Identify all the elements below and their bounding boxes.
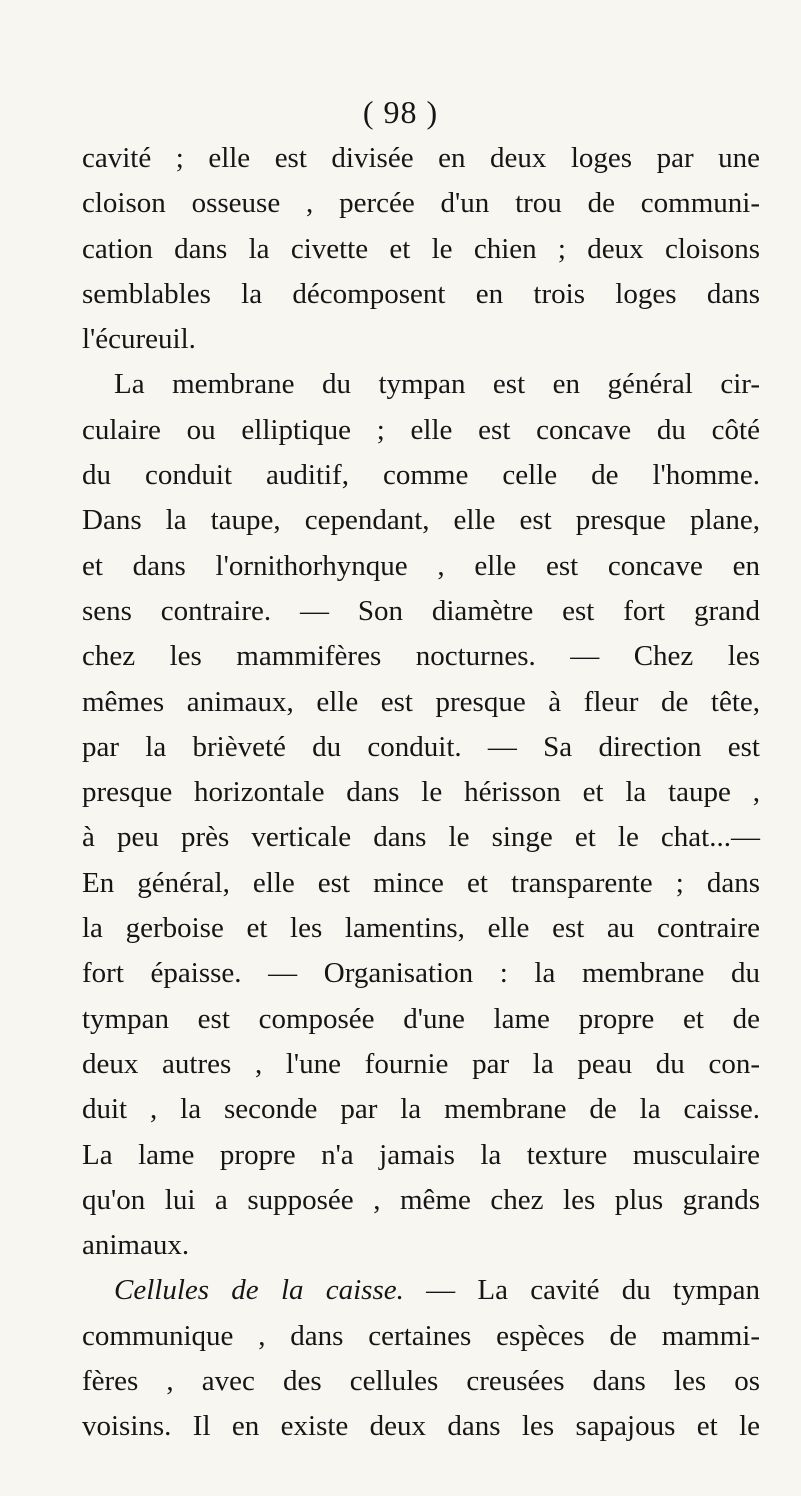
line-text: deux autres , l'une fournie par la peau du con- (82, 1047, 760, 1080)
text-line (82, 1359, 760, 1404)
text-line (82, 362, 760, 407)
text-line (82, 1133, 760, 1178)
line-text: communique , dans certaines espèces de mammi- (82, 1319, 760, 1352)
text-line (82, 770, 760, 815)
line-text: duit , la seconde par la membrane de la caisse. (82, 1093, 760, 1126)
text-line (82, 1404, 760, 1449)
line-text: fort épaisse. — Organisation : la membrane du (82, 957, 760, 990)
text-line (82, 1268, 760, 1313)
text-line (82, 1087, 760, 1132)
line-text: cavité ; elle est divisée en deux loges par une (82, 142, 760, 174)
line-text: cloison osseuse , percée d'un trou de communi- (82, 187, 760, 220)
body-text (82, 136, 760, 1450)
line-text: semblables la décomposent en trois loges dans (82, 277, 760, 310)
text-line (82, 634, 760, 679)
line-text: du conduit auditif, comme celle de l'homme. (82, 459, 760, 492)
text-line (82, 544, 760, 589)
line-text: Dans la taupe, cependant, elle est presque plane, (82, 504, 760, 537)
line-text: par la brièveté du conduit. — Sa direction est (82, 730, 760, 763)
line-text: qu'on lui a supposée , même chez les plus grands (82, 1183, 760, 1216)
section-heading: Cellules de la caisse. (114, 1274, 404, 1307)
line-text: la gerboise et les lamentins, elle est au contraire (82, 912, 760, 945)
line-text: fères , avec des cellules creusées dans les os (82, 1365, 760, 1398)
text-line (82, 1042, 760, 1087)
line-text: cation dans la civette et le chien ; deux cloisons (82, 232, 760, 265)
line-text: voisins. Il en existe deux dans les sapajous et le (82, 1410, 760, 1443)
text-line (82, 861, 760, 906)
line-text: La membrane du tympan est en général cir- (114, 368, 760, 401)
line-text: chez les mammifères nocturnes. — Chez les (82, 640, 760, 673)
line-text: l'écureuil. (82, 323, 196, 356)
text-line (82, 227, 760, 272)
text-line (82, 317, 760, 362)
line-text: La lame propre n'a jamais la texture musculaire (82, 1138, 760, 1171)
text-line (82, 453, 760, 498)
text-line (82, 408, 760, 453)
text-line (82, 997, 760, 1042)
text-line (82, 1178, 760, 1223)
line-text: presque horizontale dans le hérisson et la taupe , (82, 776, 760, 809)
line-text: à peu près verticale dans le singe et le chat...— (82, 821, 760, 854)
line-text: culaire ou elliptique ; elle est concave du côté (82, 413, 760, 446)
text-line (82, 498, 760, 543)
text-line (82, 1223, 760, 1268)
line-text: animaux. (82, 1229, 190, 1262)
text-line (82, 1314, 760, 1359)
text-line (82, 906, 760, 951)
line-text: mêmes animaux, elle est presque à fleur de tête, (82, 685, 760, 718)
text-line (82, 725, 760, 770)
line-text: En général, elle est mince et transparente ; dans (82, 866, 760, 899)
text-line (82, 136, 760, 181)
text-line (82, 680, 760, 725)
text-line (82, 951, 760, 996)
text-line (82, 181, 760, 226)
page-number: ( 98 ) (362, 94, 439, 130)
text-line (82, 589, 760, 634)
line-text: tympan est composée d'une lame propre et de (82, 1002, 760, 1035)
line-text: et dans l'ornithorhynque , elle est concave en (82, 549, 760, 582)
text-line (82, 815, 760, 860)
text-line (82, 272, 760, 317)
line-text: — La cavité du tympan (403, 1274, 760, 1307)
line-text: sens contraire. — Son diamètre est fort grand (82, 594, 760, 627)
